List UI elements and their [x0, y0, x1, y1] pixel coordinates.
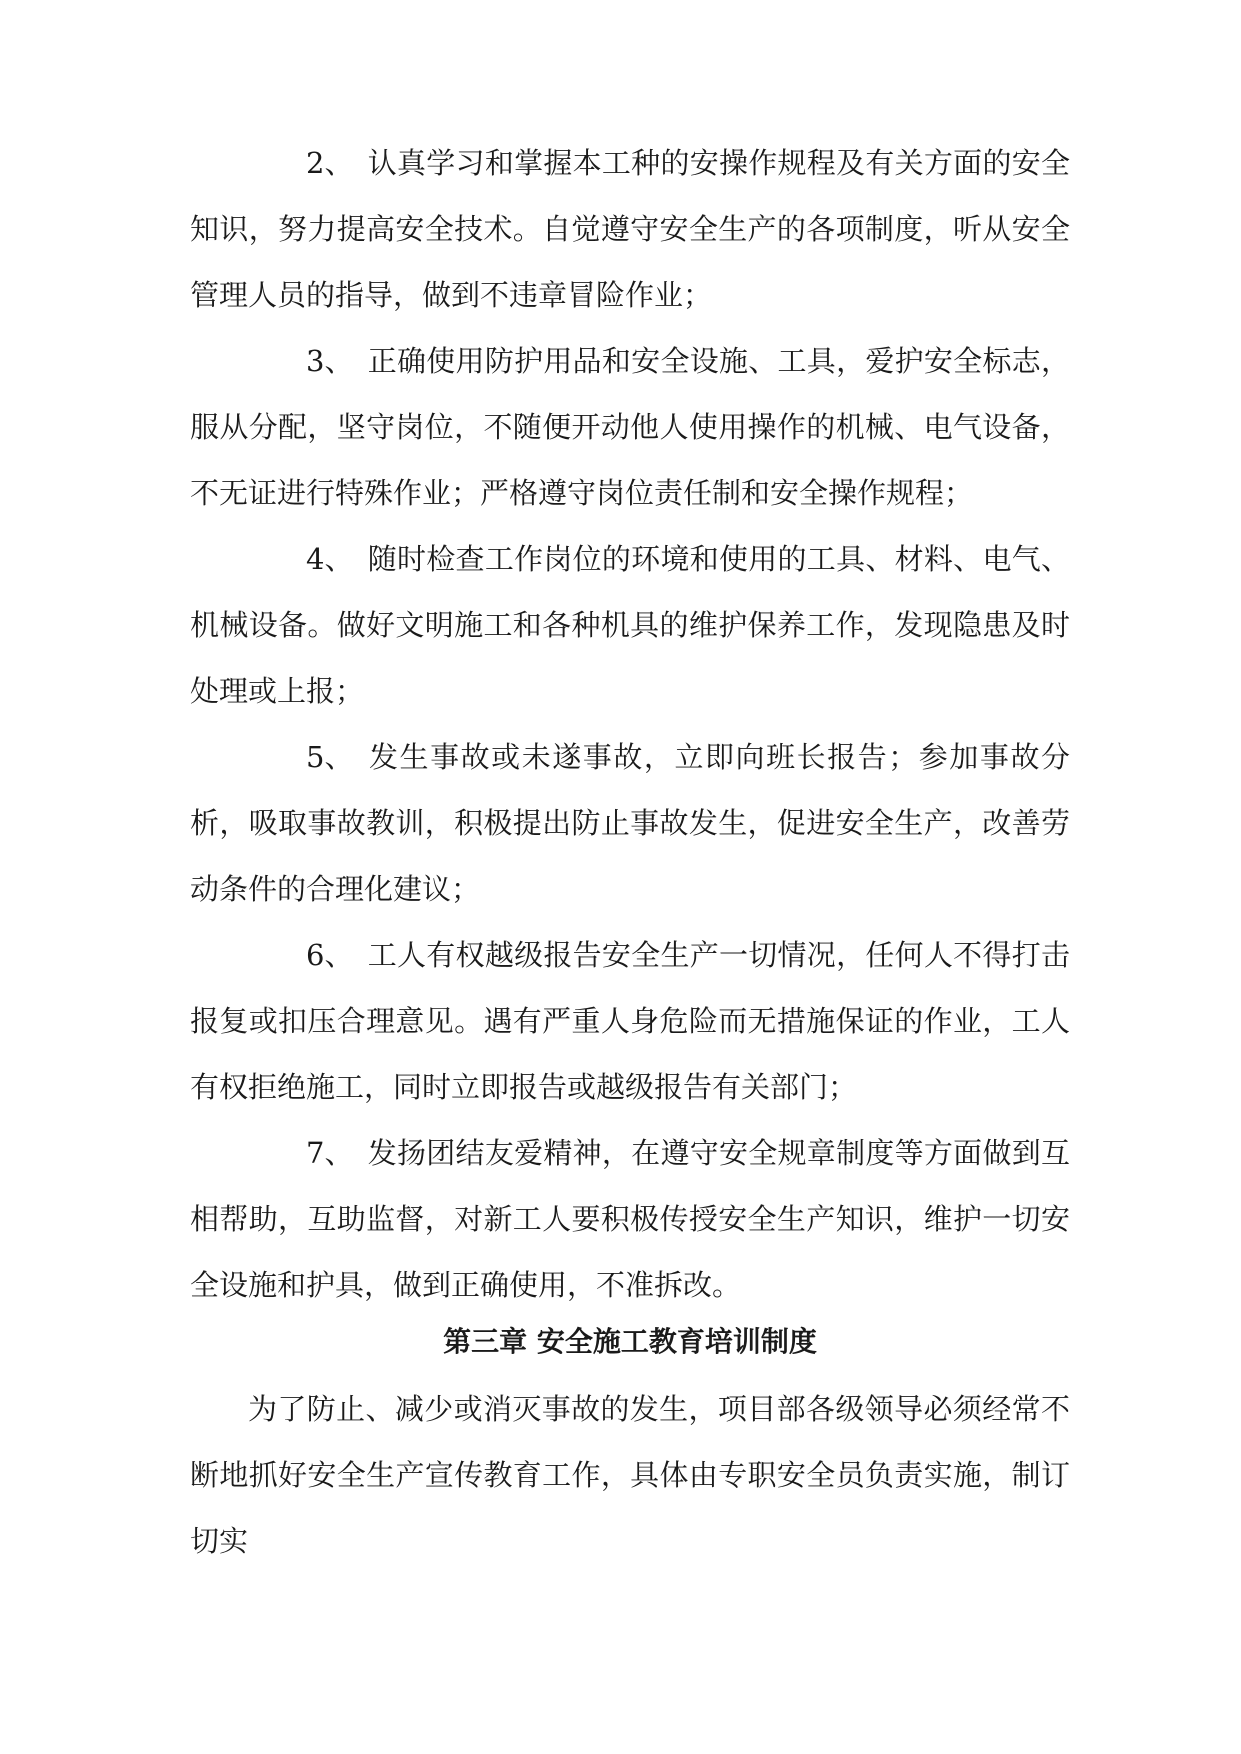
item-number: 6、 — [306, 938, 354, 972]
item-number: 2、 — [306, 146, 354, 180]
item-number: 4、 — [306, 542, 354, 576]
list-item-4 — [190, 526, 1070, 724]
intro-paragraph: 为了防止、减少或消灭事故的发生，项目部各级领导必须经常不断地抓好安全生产宣传教育工作，具体由专职安全员负责实施，制订切实 — [190, 1392, 1070, 1558]
list-item-7 — [190, 1120, 1070, 1318]
list-item-2 — [190, 130, 1070, 328]
item-text: 随时检查工作岗位的环境和使用的工具、材料、电气、机械设备。做好文明施工和各种机具的维护保养工作，发现隐患及时处理或上报； — [190, 542, 1070, 708]
chapter-heading: 第三章 安全施工教育培训制度 — [443, 1325, 817, 1358]
item-text: 发生事故或未遂事故，立即向班长报告；参加事故分析，吸取事故教训，积极提出防止事故发生，促进安全生产，改善劳动条件的合理化建议； — [190, 740, 1070, 906]
item-number: 7、 — [306, 1136, 354, 1170]
item-text: 发扬团结友爱精神，在遵守安全规章制度等方面做到互相帮助，互助监督，对新工人要积极传授安全生产知识，维护一切安全设施和护具，做到正确使用，不准拆改。 — [190, 1136, 1070, 1302]
list-item-6 — [190, 922, 1070, 1120]
list-item-5 — [190, 724, 1070, 922]
list-item-3 — [190, 328, 1070, 526]
item-number: 3、 — [306, 344, 354, 378]
item-text: 工人有权越级报告安全生产一切情况，任何人不得打击报复或扣压合理意见。遇有严重人身危险而无措施保证的作业，工人有权拒绝施工，同时立即报告或越级报告有关部门； — [190, 938, 1070, 1104]
item-text: 正确使用防护用品和安全设施、工具，爱护安全标志，服从分配，坚守岗位，不随便开动他人使用操作的机械、电气设备，不无证进行特殊作业；严格遵守岗位责任制和安全操作规程； — [190, 344, 1070, 510]
item-number: 5、 — [306, 740, 354, 774]
item-text: 认真学习和掌握本工种的安操作规程及有关方面的安全知识，努力提高安全技术。自觉遵守安全生产的各项制度，听从安全管理人员的指导，做到不违章冒险作业； — [190, 146, 1070, 312]
